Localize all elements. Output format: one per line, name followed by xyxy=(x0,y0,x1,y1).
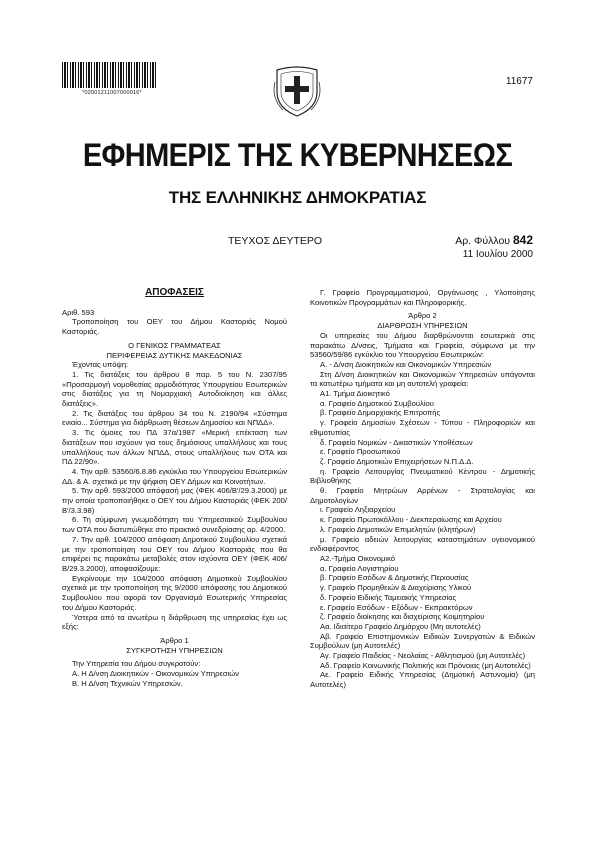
article-title: ΔΙΑΡΘΡΩΣΗ ΥΠΗΡΕΣΙΩΝ xyxy=(377,321,468,331)
authority-line-1: Ο ΓΕΝΙΚΟΣ ΓΡΑΜΜΑΤΕΑΣ xyxy=(128,340,221,350)
list-item: Αδ. Γραφείο Κοινωνικής Πολιτικής και Πρόνοιας (μη Αυτοτελές) xyxy=(320,660,531,670)
authority-line-2: ΠΕΡΙΦΕΡΕΙΑΣ ΔΥΤΙΚΗΣ ΜΑΚΕΔΟΝΙΑΣ xyxy=(106,350,243,360)
paragraph: 1. Τις διατάξεις του άρθρου 8 παρ. 5 του Ν. 2307/95 «Προσαρμογή νομοθεσίας αρμοδιότητας Υπουργείου Εσωτερικών στις διατάξεις για τη Νομαρχιακή Αυτοδιοίκηση και άλλες διατάξεις». xyxy=(62,369,287,409)
list-item: α. Γραφείο Λογιστηρίου xyxy=(320,563,399,573)
list-item: μ. Γραφείο αδειών λειτουργίας καταστημάτων υγειονομικού ενδιαφέροντος xyxy=(310,534,535,554)
paragraph: Ύστερα από τα ανωτέρω η διάρθρωση της υπηρεσίας έχει ως εξής: xyxy=(62,612,287,632)
a1-list xyxy=(310,399,535,554)
decision-number: Αριθ. 593 xyxy=(62,307,95,317)
paragraph: 4. Την αρθ. 53560/6.8.86 εγκύκλιο του Υπουργείου Εσωτερικών ΔΔ. & Α. σχετικά με την ψήφιση ΟΕΥ Δήμων και Κοινοτήτων. xyxy=(62,466,287,486)
department-heading: Α2.-Τμήμα Οικονομικό xyxy=(320,553,396,563)
decision-subject: Τροποποίηση του ΟΕΥ του Δήμου Καστοριάς Νομού Καστοριάς. xyxy=(62,317,287,337)
list-item: δ. Γραφείο Ειδικής Ταμειακής Υπηρεσίας xyxy=(320,592,457,602)
list-item: κ. Γραφείο Πρωτοκόλλου - Διεκπεραίωσης και Αρχείου xyxy=(320,515,502,525)
paragraph: 3. Τις όμοιες του ΠΔ 37α/1987 «Μερική επέκταση των διατάξεων που ισχύουν για τους δημόσιους υπαλλήλους και τους υπαλλήλους των άλλων ΝΠΔΔ, στους υπαλλήλους των ΟΤΑ και ΠΔ 22/90». xyxy=(62,428,287,467)
page-number: 11677 xyxy=(505,76,533,87)
list-item: Αβ. Γραφείο Επιστημονικών Ειδικών Συνεργατών & Ειδικών Συμβούλων (μη Αυτοτελές) xyxy=(310,631,535,651)
article-heading: Άρθρο 2 xyxy=(408,311,437,321)
paragraph: Στη Δ/νση Διοικητικών και Οικονομικών Υπηρεσιών υπάγονται τα κατωτέρω τμήματα και μη αυτοτελή γραφεία: xyxy=(310,369,535,389)
list-item: γ. Γραφείο Δημοσίων Σχέσεων - Τύπου - Πληροφοριών και εθιμοτυπίας xyxy=(310,418,535,437)
paragraph: Εγκρίνουμε την 104/2000 απόφαση Δημοτικού Συμβουλίου σχετικά με την τροποποίηση της 9/2000 απόφασης του Δημοτικού Συμβουλίου που αφορά τον Οργανισμό Εσωτερικής Υπηρεσίας του Δήμου Καστοριάς. xyxy=(62,573,287,612)
article-heading: Άρθρο 1 xyxy=(160,635,189,645)
composition-intro: Την Υπηρεσία του Δήμου συγκροτούν: xyxy=(72,659,201,669)
considering-line: Έχοντας υπόψη: xyxy=(72,360,129,370)
list-item: ζ. Γραφείο Δημοτικών Επιχειρήσεων Ν.Π.Δ.Δ. xyxy=(320,456,474,466)
article-title: ΣΥΓΚΡΟΤΗΣΗ ΥΠΗΡΕΣΙΩΝ xyxy=(126,645,223,655)
composition-item: Α. Η Δ/νση Διοικητικών - Οικονομικών Υπηρεσιών xyxy=(72,669,239,679)
hellenic-coat-of-arms-icon xyxy=(273,62,321,118)
barcode-number: *02001211007000016* xyxy=(82,90,142,96)
left-column xyxy=(62,288,287,688)
sheet-label: Αρ. Φύλλου xyxy=(455,235,511,247)
subsection-heading: Α. - Δ/νση Διοικητικών και Οικονομικών Υπηρεσιών xyxy=(320,359,492,369)
paragraph: 6. Τη σύμφωνη γνωμοδότηση του Υπηρεσιακού Συμβουλίου των ΟΤΑ που διατυπώθηκε στο πρακτικό συνεδρίασης αρ. 4/2000. xyxy=(62,515,287,535)
section-title: ΑΠΟΦΑΣΕΙΣ xyxy=(145,287,204,298)
issue-date: 11 Ιουλίου 2000 xyxy=(462,249,533,260)
list-item: ε. Γραφείο Προσωπικού xyxy=(320,447,401,457)
list-item: λ. Γραφείο Δημοτικών Επιμελητών (κλητήρων) xyxy=(320,524,476,534)
sheet-value: 842 xyxy=(512,233,533,247)
barcode xyxy=(62,62,158,88)
paragraph: 5. Την αρθ. 593/2000 απόφασή μας (ΦΕΚ 406/Β'/29.3.2000) με την οποία τροποποιήθηκε ο ΟΕΥ του Δήμου Καστοριάς (ΦΕΚ 200/Β'/3.3.98) xyxy=(62,486,287,515)
list-item: ε. Γραφείο Εσόδων - Εξόδων - Εκπρακτόρων xyxy=(320,602,473,612)
a2-list xyxy=(310,564,535,690)
issue-label: ΤΕΥΧΟΣ ΔΕΥΤΕΡΟ xyxy=(228,235,323,247)
paragraph: Οι υπηρεσίες του Δήμου διαρθρώνονται εσωτερικά στις παρακάτω Δ/νσεις, Τμήματα και Γραφεία, σύμφωνα με την 53560/59/86 εγκύκλιο του Υπουργείου Εσωτερικών: xyxy=(310,330,535,360)
department-heading: Α1. Τμήμα Διοικητικό xyxy=(320,389,390,399)
paragraph: Γ. Γραφείο Προγραμματισμού, Οργάνωσης , Υλοποίησης Κοινοτικών Προγραμμάτων και Πληροφορικής. xyxy=(310,288,535,307)
composition-item: Β. Η Δ/νση Τεχνικών Υπηρεσιών. xyxy=(72,678,183,688)
list-item: Αε. Γραφείο Ειδικής Υπηρεσίας (Δημοτική Αστυνομία) (μη Αυτοτελές) xyxy=(310,670,535,690)
list-item: β. Γραφείο Εσόδων & Δημοτικής Περιουσίας xyxy=(320,573,469,583)
list-item: ι. Γραφείο Ληξιαρχείου xyxy=(320,505,396,515)
list-item: Αα. Ιδιαίτερο Γραφείο Δημάρχου (Μη αυτοτελές) xyxy=(320,621,481,631)
paragraph: 2. Τις διατάξεις του άρθρου 34 του Ν. 2190/94 «Σύστημα ενιαίο... Σύστημα για διάρθρωση θέσεων Δημοσίου και ΝΠΔΔ». xyxy=(62,408,287,428)
list-item: δ. Γραφείο Νομικών - Δικαστικών Υποθέσεων xyxy=(320,437,473,447)
list-item: γ. Γραφείο Προμηθειών & Διαχείρισης Υλικού xyxy=(320,583,472,593)
list-item: α. Γραφείο Δημοτικού Συμβουλίου xyxy=(320,398,434,408)
sheet-number xyxy=(455,233,533,247)
gazette-title: ΕΦΗΜΕΡΙΣ ΤΗΣ ΚΥΒΕΡΝΗΣΕΩΣ xyxy=(82,138,513,174)
list-item: β. Γραφείο Δημαρχιακής Επιτροπής xyxy=(320,408,441,418)
list-item: Αγ. Γραφείο Παιδείας - Νεολαίας - Αθλητισμού (μη Αυτοτελές) xyxy=(320,651,526,661)
gazette-subtitle: ΤΗΣ ΕΛΛΗΝΙΚΗΣ ΔΗΜΟΚΡΑΤΙΑΣ xyxy=(168,188,427,207)
right-column xyxy=(310,288,535,690)
list-item: θ. Γραφείο Μητρώων Αρρένων - Στρατολογίας και Δημοτολογίων xyxy=(310,486,535,505)
list-item: ζ. Γραφείο διοίκησης και διαχείρισης Κοιμητηρίου xyxy=(320,612,485,622)
paragraph: 7. Την αρθ. 104/2000 απόφαση Δημοτικού Συμβουλίου σχετικά με την τροποποίηση του ΟΕΥ του Δήμου Καστοριάς που θα επιφέρει τις παρακάτω μεταβολές στον ισχύοντα ΟΕΥ (ΦΕΚ 406/Β/29.3.2000), αποφασίζουμε: xyxy=(62,534,287,573)
list-item: η. Γραφείο Λειτουργίας Πνευματικού Κέντρου - Δημοτικής Βιβλιοθήκης xyxy=(310,466,535,486)
